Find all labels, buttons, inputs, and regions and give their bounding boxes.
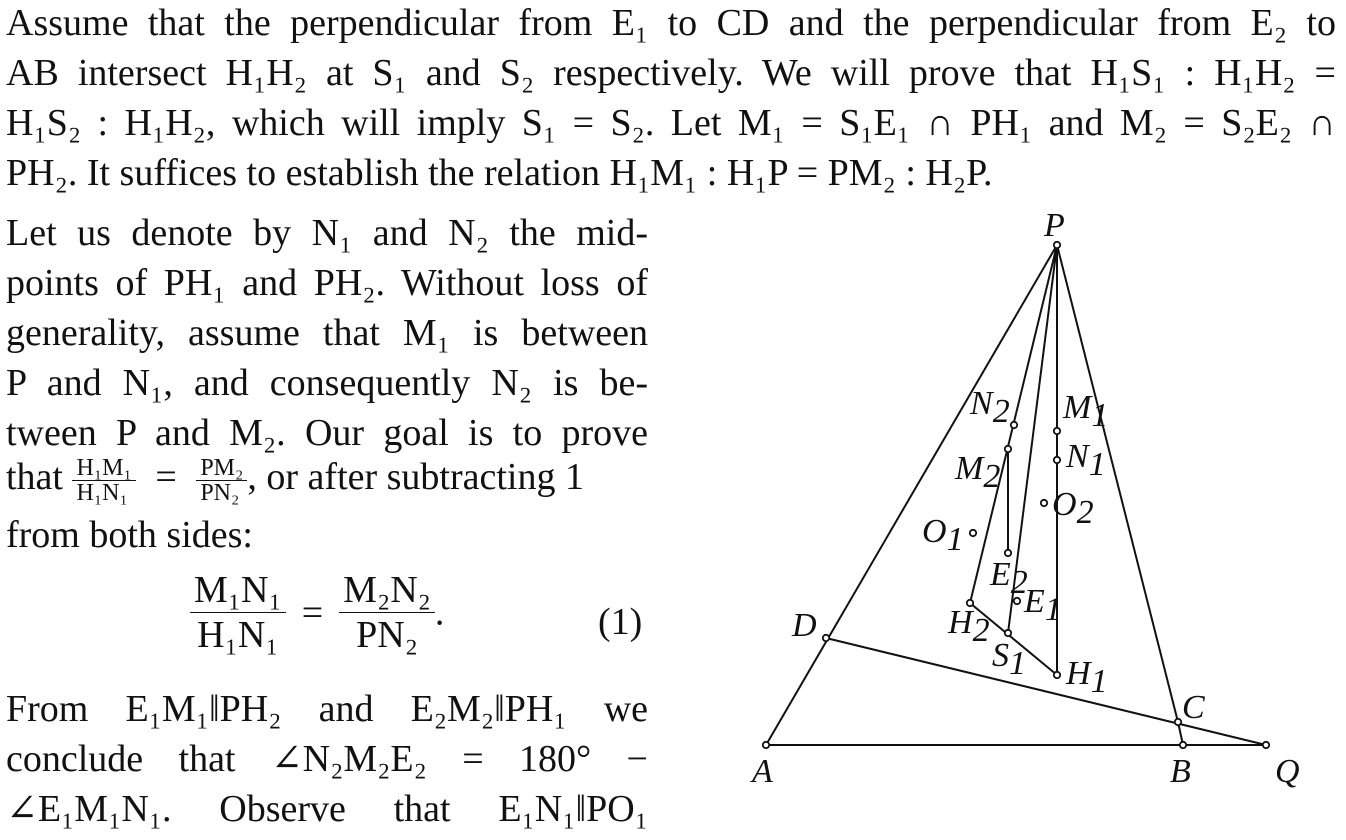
label-P: P xyxy=(1044,207,1065,244)
label-Q: Q xyxy=(1275,753,1300,790)
segment-PC xyxy=(1057,245,1178,722)
text-line: points of PH₁ and PH₂. Without loss of xyxy=(6,262,648,304)
text-line: PH₂. It suffices to establish the relation H₁M₁ : H₁P = PM₂ : H₂P. xyxy=(6,152,993,194)
equals-sign: = xyxy=(155,456,177,499)
text-line: generality, assume that M₁ is between xyxy=(6,312,648,354)
point-O1 xyxy=(970,530,976,536)
fraction-numerator: M₂N₂ xyxy=(339,568,435,613)
text-segment: that xyxy=(6,456,63,499)
point-S1 xyxy=(1005,630,1011,636)
fraction-denominator: H₁N₁ xyxy=(76,480,128,506)
label-E2: E2 xyxy=(990,556,1028,601)
point-N1 xyxy=(1054,457,1060,463)
text-line: conclude that ∠N₂M₂E₂ = 180° − xyxy=(6,738,648,780)
fraction-numerator: M₁N₁ xyxy=(190,568,286,613)
text-segment: , or after subtracting 1 xyxy=(247,456,584,499)
fraction-denominator: PN₂ xyxy=(356,614,418,656)
text-line: Let us denote by N₁ and N₂ the mid- xyxy=(6,212,648,254)
point-B xyxy=(1180,742,1186,748)
fraction xyxy=(72,456,135,505)
fraction-numerator: H₁M₁ xyxy=(72,456,135,481)
label-C: C xyxy=(1182,689,1205,726)
label-E1: E1 xyxy=(1024,583,1062,628)
inline-fraction-line xyxy=(6,456,648,516)
text-line: tween P and M₂. Our goal is to prove xyxy=(6,412,648,454)
point-M1 xyxy=(1054,428,1060,434)
label-S1: S1 xyxy=(992,637,1026,682)
label-A: A xyxy=(752,753,773,790)
point-N2 xyxy=(1011,422,1017,428)
period: . xyxy=(434,591,445,634)
point-Q xyxy=(1263,742,1269,748)
label-H1: H1 xyxy=(1066,655,1108,700)
label-B: B xyxy=(1170,753,1191,790)
point-O2 xyxy=(1041,500,1047,506)
label-M2: M2 xyxy=(955,450,1001,495)
label-N1: N1 xyxy=(1066,438,1106,483)
fraction xyxy=(339,568,435,657)
point-A xyxy=(763,742,769,748)
fraction-denominator: PN₂ xyxy=(200,480,240,506)
label-M1: M1 xyxy=(1063,389,1109,434)
text-line: H₁S₂ : H₁H₂, which will imply S₁ = S₂. Let M₁ = S₁E₁ ∩ PH₁ and M₂ = S₂E₂ ∩ xyxy=(6,102,1336,144)
label-D: D xyxy=(792,607,817,644)
fraction xyxy=(196,456,247,505)
display-equation xyxy=(190,568,444,657)
text-line: P and N₁, and consequently N₂ is be- xyxy=(6,362,648,404)
text-line: Assume that the perpendicular from E₁ to CD and the perpendicular from E₂ to xyxy=(6,2,1336,44)
equation-number: (1) xyxy=(598,601,643,643)
point-M2 xyxy=(1005,446,1011,452)
label-O1: O1 xyxy=(922,513,964,558)
fraction xyxy=(190,568,286,657)
label-O2: O2 xyxy=(1052,486,1094,531)
fraction-denominator: H₁N₁ xyxy=(197,614,279,656)
fraction-numerator: PM₂ xyxy=(196,456,247,481)
text-line: From E₁M₁‖PH₂ and E₂M₂‖PH₁ we xyxy=(6,688,648,730)
point-H1 xyxy=(1054,672,1060,678)
text-line: from both sides: xyxy=(6,514,253,556)
point-C xyxy=(1175,719,1181,725)
text-line: ∠E₁M₁N₁. Observe that E₁N₁‖PO₁ xyxy=(6,788,648,830)
point-D xyxy=(823,635,829,641)
equals-sign: = xyxy=(301,591,324,634)
label-N2: N2 xyxy=(970,385,1010,430)
label-H2: H2 xyxy=(948,604,990,649)
text-line: AB intersect H₁H₂ at S₁ and S₂ respectively. We will prove that H₁S₁ : H₁H₂ = xyxy=(6,52,1336,94)
geometry-figure xyxy=(740,205,1310,805)
